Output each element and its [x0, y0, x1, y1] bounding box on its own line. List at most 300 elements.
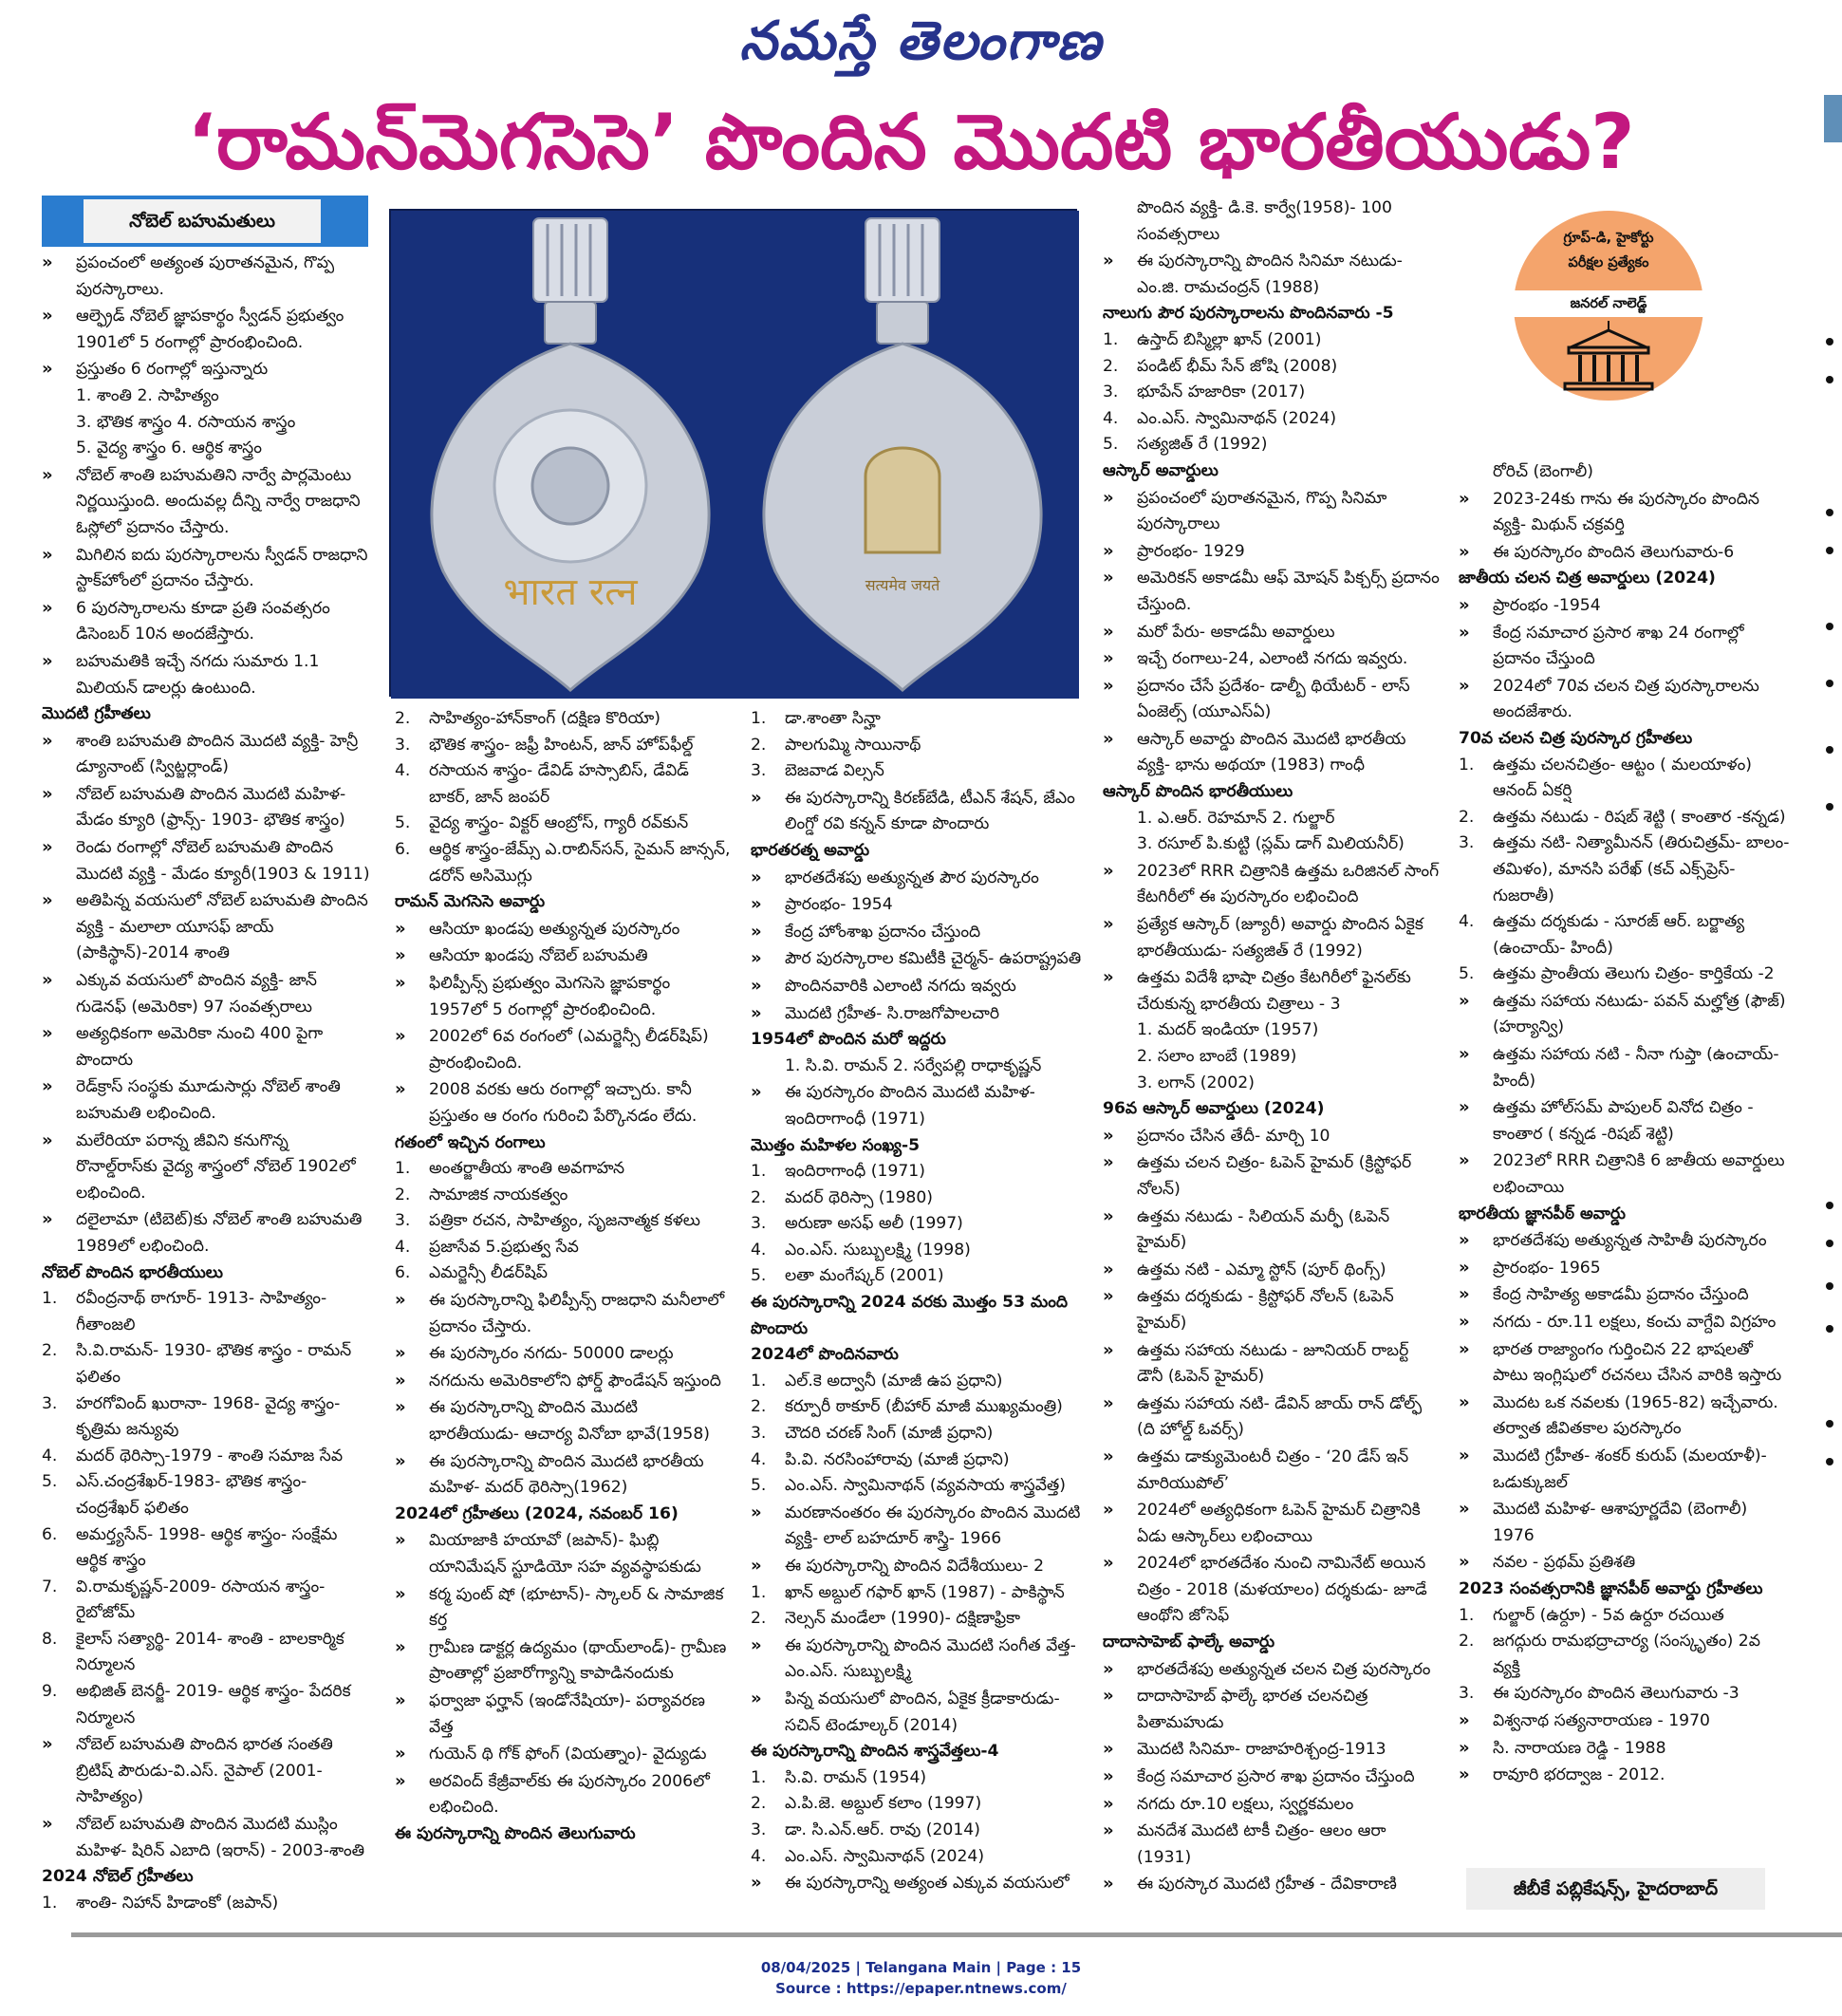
bullet-item: » కేంద్ర సాహిత్య అకాడమీ ప్రదానం చేస్తుంది	[1459, 1281, 1791, 1309]
plain-line: 3. లగాన్ (2002)	[1137, 1073, 1255, 1092]
item-number: 2.	[751, 1187, 767, 1207]
numbered-item	[751, 1765, 1085, 1792]
numbered-item	[395, 811, 732, 837]
numbered-item	[395, 758, 732, 811]
plain-line: పొందిన వ్యక్తి- డి.కె. కార్వే(1958)- 100 సంవత్సరాలు	[1137, 198, 1392, 244]
bharat-ratna-medal-photo	[389, 209, 1077, 697]
item-text: ఆర్థిక శాస్త్రం-జేమ్స్ ఎ.రాబిన్‌సన్, సైమన్ జాన్సన్, డరోన్ అసిమొగ్లు	[429, 839, 731, 886]
numbered-item	[1459, 805, 1791, 831]
item-text: ఎం.ఎస్. స్వామినాథన్ (వ్యవసాయ శాస్త్రవేత్త)	[785, 1476, 1067, 1496]
bullet-item: » నవల - ప్రథమ్ ప్రతిశతి	[1459, 1549, 1791, 1577]
bullet-item: » ఫర్వాజా ఫర్హాన్ (ఇండోనేషియా)- పర్యావరణ వేత్త	[395, 1688, 732, 1741]
item-number: 4.	[1459, 912, 1475, 932]
numbered-item	[751, 1263, 1085, 1290]
subheading: గతంలో ఇచ్చిన రంగాలు	[395, 1132, 546, 1152]
item-text: ఉత్తమ నటి- నిత్యామీనన్ (తిరుచిత్రమ్- బాలం- తమిళం), మానసి పరేఖ్ (కచ్ ఎక్స్‌ప్రెస్- గుజరాతీ)	[1493, 833, 1790, 905]
numbered-item	[1103, 380, 1440, 406]
bullet-item: » ఈ పురస్కారాన్ని పొందిన విదేశీయులు- 2	[751, 1553, 1085, 1580]
numbered-item	[1459, 1681, 1791, 1708]
bullet-item: » నోబెల్ బహుమతి పొందిన భారత సంతతి బ్రిటిష్ పౌరుడు-వి.ఎస్. నైపాల్ (2001-సాహిత్యం)	[42, 1731, 372, 1811]
bullet-item: » మొదటి గ్రహీత- శంకర్ కురుప్ (మలయాళీ)- ఒడుక్కుజల్	[1459, 1443, 1791, 1496]
bullet-item: » ప్రారంభం -1954	[1459, 592, 1791, 620]
numbered-item	[42, 1391, 372, 1444]
bullet-item: » పౌర పురస్కారాల కమిటీకి చైర్మన్- ఉపరాష్ట్రపతి	[751, 945, 1085, 973]
item-text: సత్యజిత్ రే (1992)	[1137, 435, 1268, 455]
subheading: భారతరత్న అవార్డు	[751, 840, 870, 860]
item-text: బెజవాడ విల్సన్	[785, 761, 884, 781]
numbered-item	[1103, 354, 1440, 381]
bullet-item: » నోబెల్ బహుమతి పొందిన మొదటి మహిళ- మేడం క్యూరి (ఫ్రాన్స్- 1903- భౌతిక శాస్త్రం)	[42, 781, 372, 834]
item-number: 1.	[42, 1893, 58, 1913]
item-text: లతా మంగేష్కర్ (2001)	[785, 1266, 944, 1286]
bullet-item: » ఉత్తమ డాక్యుమెంటరీ చిత్రం - ‘20 డేస్ ఇన్ మారియుపోల్’	[1103, 1444, 1440, 1497]
subheading: 96వ ఆస్కార్ అవార్డులు (2024)	[1103, 1099, 1325, 1119]
numbered-item	[395, 1156, 732, 1183]
numbered-item	[42, 1575, 372, 1627]
bullet-item: » భారతదేశపు అత్యున్నత పౌర పురస్కారం	[751, 865, 1085, 892]
numbered-item	[751, 758, 1085, 785]
item-number: 4.	[42, 1446, 58, 1465]
bullet-item: » ఉత్తమ సహాయ నటుడు - జూనియర్ రాబర్ట్ డౌనీ (ఓపెన్ హైమర్)	[1103, 1337, 1440, 1391]
bullet-item: » గుయెన్ థి గోక్ ఫోంగ్ (వియత్నాం)- వైద్యుడు	[395, 1741, 732, 1768]
item-text: ఎం.ఎస్. సుబ్బులక్ష్మి (1998)	[785, 1240, 971, 1260]
bullet-item: » ఈ పురస్కారాన్ని పొందిన మొదటి సంగీత వేత్త- ఎం.ఎస్. సుబ్బులక్ష్మి	[751, 1633, 1085, 1686]
item-text: పి.వి. నరసింహారావు (మాజీ ప్రధాని)	[785, 1449, 1010, 1469]
item-text: ఎల్.కె అద్వానీ (మాజీ ఉప ప్రధాని)	[785, 1371, 1003, 1391]
numbered-item	[751, 1606, 1085, 1633]
numbered-item	[1459, 753, 1791, 805]
subheading: మొత్తం మహిళల సంఖ్య-5	[751, 1135, 921, 1155]
bullet-item: » 2008 వరకు ఆరు రంగాల్లో ఇచ్చారు. కానీ ప్రస్తుతం ఆ రంగం గురించి పేర్కొనడం లేదు.	[395, 1076, 732, 1129]
section-banner	[42, 196, 368, 247]
bullet-item: » నోబెల్ బహుమతి పొందిన మొదటి ముస్లిం మహిళ- షిరిన్ ఎబాది (ఇరాన్) - 2003-శాంతి	[42, 1811, 372, 1864]
item-text: డా. సి.ఎన్.ఆర్. రావు (2014)	[785, 1820, 980, 1839]
column-nobel-prizes	[42, 250, 372, 1913]
item-text: పండిట్ భీమ్ సేన్ జోషి (2008)	[1137, 356, 1338, 376]
bullet-item: » 6 పురస్కారాలను కూడా ప్రతి సంవత్సరం డిసెంబర్ 10న అందజేస్తారు.	[42, 595, 372, 648]
numbered-item	[42, 1891, 372, 1917]
subheading: 1954లో పొందిన మరో ఇద్దరు	[751, 1030, 946, 1050]
subheading: నాలుగు పౌర పురస్కారాలను పొందినవారు -5	[1103, 304, 1394, 324]
item-text: మదర్ థెరిస్సా-1979 - శాంతి సమాజ సేవ	[76, 1446, 344, 1465]
bullet-item: » మిగిలిన ఐదు పురస్కారాలను స్వీడన్ రాజధాని స్టాక్‌హోంలో ప్రదానం చేస్తారు.	[42, 542, 372, 595]
bullet-item: » 2002లో 6వ రంగంలో (ఎమర్జెన్సీ లీడర్‌షిప్) ప్రారంభించింది.	[395, 1023, 732, 1076]
item-number: 3.	[42, 1393, 58, 1413]
item-text: అంతర్జాతీయ శాంతి అవగాహన	[429, 1159, 625, 1179]
numbered-item	[1459, 961, 1791, 988]
item-text: పాలగుమ్మి సాయినాథ్	[785, 735, 921, 755]
bullet-item: » రెండు రంగాల్లో నోబెల్ బహుమతి పొందిన మొదటి వ్యక్తి - మేడం క్యూరీ(1903 & 1911)	[42, 834, 372, 887]
bullet-item: » 2023-24కు గాను ఈ పురస్కారం పొందిన వ్యక్తి- మిథున్ చక్రవర్తి	[1459, 486, 1791, 539]
numbered-item	[395, 1183, 732, 1209]
bullet-item: » ఉత్తమ విదేశీ భాషా చిత్రం కేటగిరీలో ఫైనల్‌కు చేరుకున్న భారతీయ చిత్రాలు - 3	[1103, 964, 1440, 1017]
plain-line: 2. సలాం బాంబే (1989)	[1137, 1047, 1297, 1066]
numbered-item	[751, 1159, 1085, 1185]
adjacent-page-edge	[1820, 95, 1842, 1879]
bullet-item: » ఉత్తమ హోల్‌సమ్ పాపులర్ వినోద చిత్రం - కాంతార ( కన్నడ -రిషబ్ శెట్టి)	[1459, 1094, 1791, 1148]
bullet-item: » ఉత్తమ సహాయ నటుడు- పవన్ మల్హోత్ర (ఫౌజ్) (హర్యాన్వి)	[1459, 988, 1791, 1041]
item-number: 3.	[751, 761, 767, 781]
bullet-item: » అత్యధికంగా అమెరికా నుంచి 400 పైగా పొందారు	[42, 1020, 372, 1073]
bullet-item: » కేంద్ర సమాచార ప్రసార శాఖ 24 రంగాల్లో ప్రదానం చేస్తుంది	[1459, 620, 1791, 673]
adjacent-page-bullets	[1820, 95, 1842, 1879]
publisher-credit: జీబీకే పబ్లికేషన్స్, హైదరాబాద్	[1466, 1868, 1765, 1910]
bullet-item: » అమెరికన్ అకాడమీ ఆఫ్ మోషన్ పిక్చర్స్ ప్రదానం చేస్తుంది.	[1103, 565, 1440, 618]
plain-line: రోరిచ్ (బెంగాలీ)	[1493, 462, 1593, 481]
bullet-item: » నగదు - రూ.11 లక్షలు, కంచు వాగ్దేవి విగ్రహం	[1459, 1309, 1791, 1336]
subheading: ఈ పురస్కారాన్ని పొందిన శాస్త్రవేత్తలు-4	[751, 1742, 999, 1762]
subheading: 2024లో గ్రహీతలు (2024, నవంబర్ 16)	[395, 1503, 679, 1523]
item-number: 3.	[395, 735, 411, 755]
bullet-item: » భారతదేశపు అత్యున్నత చలన చిత్ర పురస్కారం	[1103, 1656, 1440, 1684]
subheading: ఈ పురస్కారాన్ని 2024 వరకు మొత్తం 53 మంది పొందారు	[751, 1293, 1069, 1338]
item-number: 5.	[1103, 435, 1119, 455]
item-number: 3.	[1103, 383, 1119, 402]
subheading: మొదటి గ్రహీతలు	[42, 704, 151, 724]
item-text: అభిజిత్ బెనర్జీ- 2019- ఆర్థిక శాస్త్రం- పేదరిక నిర్మూలన	[76, 1682, 351, 1727]
plain-line: 3. భౌతిక శాస్త్రం 4. రసాయన శాస్త్రం	[76, 412, 296, 432]
bullet-item: » కేంద్ర హోంశాఖ ప్రదానం చేస్తుంది	[751, 919, 1085, 946]
numbered-item	[42, 1444, 372, 1470]
numbered-item	[1459, 909, 1791, 961]
item-number: 4.	[751, 1846, 767, 1866]
bullet-item: » ప్రదానం చేసిన తేదీ- మార్చి 10	[1103, 1123, 1440, 1150]
item-number: 5.	[751, 1476, 767, 1496]
subheading: ఆస్కార్ పొందిన భారతీయులు	[1103, 782, 1293, 802]
bullet-item: » ఎక్కువ వయసులో పొందిన వ్యక్తి- జాన్ గుడెనఫ్ (అమెరికా) 97 సంవత్సరాలు	[42, 967, 372, 1020]
bullet-item: » ఇచ్చే రంగాలు-24, ఎలాంటి నగదు ఇవ్వరు.	[1103, 645, 1440, 673]
numbered-item	[751, 733, 1085, 759]
bullet-item: » 2024లో అత్యధికంగా ఓపెన్ హైమర్ చిత్రానికి ఏడు ఆస్కార్‌లు లభించాయి	[1103, 1497, 1440, 1550]
item-number: 1.	[1103, 329, 1119, 349]
bullet-item: » ఉత్తమ చలన చిత్రం- ఓపెన్ హైమర్ (క్రిస్టోఫర్ నోలన్)	[1103, 1149, 1440, 1203]
item-number: 1.	[751, 1162, 767, 1182]
item-text: జగద్గురు రామభద్రాచార్య (సంస్కృతం) 2వ వ్యక్తి	[1493, 1632, 1760, 1677]
numbered-item	[751, 1421, 1085, 1447]
item-text: సామాజిక నాయకత్వం	[429, 1185, 568, 1204]
bullet-item: » ఉత్తమ సహాయ నటి - నీనా గుప్తా (ఉంచాయ్-హిందీ)	[1459, 1041, 1791, 1094]
bullet-item: » ఈ పురస్కారాన్ని పొందిన మొదటి భారతీయుడు- ఆచార్య వినోబా భావే(1958)	[395, 1394, 732, 1447]
numbered-item	[395, 733, 732, 759]
item-number: 4.	[751, 1240, 767, 1260]
bullet-item: » ప్రారంభం- 1965	[1459, 1255, 1791, 1282]
bullet-item: » ప్రపంచంలో పురాతనమైన, గొప్ప సినిమా పురస్కారాలు	[1103, 485, 1440, 538]
item-number: 2.	[42, 1341, 58, 1361]
badge-line-1: గ్రూప్-డి, హైకోర్టు	[1563, 231, 1654, 246]
item-text: ఎ.పి.జె. అబ్దుల్ కలాం (1997)	[785, 1794, 982, 1814]
bullet-item: » మొదటి మహిళ- ఆశాపూర్ణదేవి (బెంగాలీ) 1976	[1459, 1496, 1791, 1549]
item-number: 5.	[395, 813, 411, 833]
numbered-item	[1459, 1603, 1791, 1630]
item-number: 2.	[395, 1185, 411, 1204]
bullet-item: » శాంతి బహుమతి పొందిన మొదటి వ్యక్తి- హెన్రీ డ్యూనాంట్ (స్విట్జర్లాండ్)	[42, 728, 372, 781]
bullet-item: » గ్రామీణ డాక్టర్ల ఉద్యమం (థాయ్‌లాండ్)- గ్రామీణ ప్రాంతాల్లో ప్రజారోగ్యాన్ని కాపాడినందుకు	[395, 1634, 732, 1688]
bullet-item: » ఉత్తమ దర్శకుడు - క్రిస్టోఫర్ నోలన్ (ఓపెన్ హైమర్)	[1103, 1283, 1440, 1336]
bullet-item: » అతిపిన్న వయసులో నోబెల్ బహుమతి పొందిన వ్యక్తి - మలాలా యూసఫ్ జాయ్ (పాకిస్థాన్)-2014 శాంతి	[42, 887, 372, 967]
bullet-item: » నోబెల్ శాంతి బహుమతిని నార్వే పార్లమెంటు నిర్ణయిస్తుంది. అందువల్ల దీన్ని నార్వే రాజధాని ఓస్లోలో ప్రదానం చేస్తారు.	[42, 462, 372, 542]
subheading: ఆస్కార్ అవార్డులు	[1103, 460, 1219, 480]
item-number: 5.	[751, 1266, 767, 1286]
item-number: 4.	[395, 761, 411, 781]
numbered-item	[42, 1286, 372, 1338]
item-number: 5.	[42, 1472, 58, 1492]
bullet-item: » మొదటి సినిమా- రాజాహరిశ్చంద్ర-1913	[1103, 1736, 1440, 1764]
item-text: ఉత్తమ దర్శకుడు - సూరజ్ ఆర్. బర్జాత్య (ఉంచాయ్- హిందీ)	[1493, 912, 1745, 958]
subheading: 2024లో పొందినవారు	[751, 1345, 899, 1365]
item-text: ఉత్తమ చలనచిత్రం- ఆట్టం ( మలయాళం) ఆనంద్ ఏకర్షి	[1493, 755, 1752, 801]
plain-line: 3. రసూల్ పి.కుట్టి (స్లమ్ డాగ్ మిలియనీర్)	[1137, 834, 1405, 854]
item-text: మదర్ థెరిస్సా (1980)	[785, 1187, 933, 1207]
numbered-item	[751, 1580, 1085, 1607]
bullet-item: » ఉత్తమ నటి - ఎమ్మా స్టోన్ (పూర్ థింగ్స్)	[1103, 1257, 1440, 1284]
column-bharat-ratna	[751, 706, 1085, 1893]
item-text: డా.శాంతా సిన్హా	[785, 709, 881, 728]
item-text: ఉత్తమ ప్రాంతీయ తెలుగు చిత్రం- కార్తికేయ -2	[1493, 964, 1775, 984]
plain-line: 1. శాంతి 2. సాహిత్యం	[76, 385, 219, 405]
subheading: ఈ పురస్కారాన్ని పొందిన తెలుగువారు	[395, 1823, 636, 1843]
bullet-item: » నగదును అమెరికాలోని ఫోర్డ్ ఫౌండేషన్ ఇస్తుంది	[395, 1368, 732, 1395]
item-text: కైలాస్ సత్యార్థి- 2014- శాంతి - బాలకార్మిక నిర్మూలన	[76, 1629, 344, 1675]
item-number: 2.	[751, 1794, 767, 1814]
bullet-item: » 2023లో RRR చిత్రానికి 6 జాతీయ అవార్డులు లభించాయి	[1459, 1148, 1791, 1201]
subheading: దాదాసాహెబ్ ఫాల్కే అవార్డు	[1103, 1633, 1275, 1652]
bullet-item: » భారత రాజ్యాంగం గుర్తించిన 22 భాషలతో పాటు ఇంగ్లిషులో రచనలు చేసిన వారికి ఇస్తారు	[1459, 1336, 1791, 1390]
bullet-item: » ప్రపంచంలో అత్యంత పురాతనమైన, గొప్ప పురస్కారాలు.	[42, 250, 372, 303]
bullet-item: » ఆస్కార్ అవార్డు పొందిన మొదటి భారతీయ వ్యక్తి- భాను అథయా (1983) గాంధీ	[1103, 726, 1440, 779]
item-text: వైద్య శాస్త్రం- విక్టర్ ఆంబ్రోస్, గ్యారీ రవ్‌కున్	[429, 813, 689, 833]
numbered-item	[751, 706, 1085, 733]
medal-inscription-left: भारत रत्न	[503, 570, 638, 614]
bullet-item: » ఈ పురస్కారం పొందిన మొదటి మహిళ- ఇందిరాగాంధీ (1971)	[751, 1079, 1085, 1132]
bullet-item: » ఉత్తమ నటుడు - సిలియన్ మర్ఫీ (ఓపెన్ హైమర్)	[1103, 1204, 1440, 1257]
bullet-item: » ప్రస్తుతం 6 రంగాల్లో ఇస్తున్నారు	[42, 356, 372, 383]
item-text: గుల్జార్ (ఉర్దూ) - 5వ ఉర్దూ రచయిత	[1493, 1605, 1724, 1625]
medal-inscription-right: सत्यमेव जयते	[865, 576, 940, 594]
item-number: 1.	[751, 1371, 767, 1391]
column-national-film-awards	[1459, 459, 1791, 1845]
item-number: 7.	[42, 1577, 58, 1596]
page-headline: ‘రామన్‌మెగసెసె’ పొందిన మొదటి భారతీయుడు?	[187, 98, 1635, 186]
numbered-item	[42, 1338, 372, 1391]
item-text: చౌదరి చరణ్ సింగ్ (మాజీ ప్రధాని)	[785, 1424, 994, 1444]
item-number: 9.	[42, 1682, 58, 1702]
bullet-item: » మలేరియా పరాన్న జీవిని కనుగొన్న రొనాల్డ్‌రాస్‌కు వైద్య శాస్త్రంలో నోబెల్ 1902లో లభించింది.	[42, 1128, 372, 1207]
subheading: జాతీయ చలన చిత్ర అవార్డులు (2024)	[1459, 569, 1716, 588]
item-number: 2.	[751, 1609, 767, 1629]
item-number: 3.	[751, 1214, 767, 1234]
footer-source-line: Source : https://epaper.ntnews.com/	[775, 1980, 1067, 1997]
footer-divider	[71, 1932, 1842, 1937]
bullet-item: » ఈ పురస్కారాన్ని పొందిన సినిమా నటుడు- ఎం.జి. రామచంద్రన్ (1988)	[1103, 248, 1440, 301]
numbered-item	[42, 1627, 372, 1679]
subheading: 2024 నోబెల్ గ్రహీతలు	[42, 1867, 194, 1887]
numbered-item	[751, 1211, 1085, 1238]
item-number: 2.	[751, 1397, 767, 1417]
item-number: 4.	[1103, 408, 1119, 428]
bullet-item: » 2023లో RRR చిత్రానికి ఉత్తమ ఒరిజినల్ సాంగ్ కేటగిరీలో ఈ పురస్కారం లభించింది	[1103, 858, 1440, 911]
numbered-item	[751, 1447, 1085, 1474]
bullet-item: » రావూరి భరద్వాజ - 2012.	[1459, 1762, 1791, 1789]
column-magsaysay-award	[395, 706, 732, 1893]
item-number: 2.	[751, 735, 767, 755]
bullet-item: » ఈ పురస్కారం పొందిన తెలుగువారు-6	[1459, 539, 1791, 567]
numbered-item	[751, 1791, 1085, 1818]
item-number: 8.	[42, 1629, 58, 1649]
bullet-item: » సి. నారాయణ రెడ్డి - 1988	[1459, 1735, 1791, 1763]
bullet-item: » దలైలామా (టిబెట్)కు నోబెల్ శాంతి బహుమతి 1989లో లభించింది.	[42, 1206, 372, 1260]
bullet-item: » ఈ పురస్కారాన్ని ఫిలిప్పీన్స్ రాజధాని మనీలాలో ప్రదానం చేస్తారు.	[395, 1287, 732, 1340]
bullet-item: » ఈ పురస్కార మొదటి గ్రహీత - దేవికారాణి	[1103, 1871, 1440, 1898]
item-number: 4.	[395, 1237, 411, 1257]
item-text: సాహిత్యం-హాన్‌కాంగ్ (దక్షిణ కొరియా)	[429, 709, 661, 728]
bullet-item: » ఆల్ఫ్రెడ్ నోబెల్ జ్ఞాపకార్థం స్వీడన్ ప్రభుత్వం 1901లో 5 రంగాల్లో ప్రారంభించింది.	[42, 303, 372, 356]
bullet-item: » 2024లో భారతదేశం నుంచి నామినేట్ అయిన చిత్రం - 2018 (మళయాలం) దర్శకుడు- జూడే ఆంథోని జోసెఫ్	[1103, 1550, 1440, 1630]
item-text: సి.వి. రామన్ (1954)	[785, 1767, 927, 1787]
item-number: 1.	[1459, 755, 1475, 775]
bullet-item: » ఈ పురస్కారాన్ని కిరణ్‌బేడి, టీఎన్ శేషన్, జేఎం లింగ్డో రవి కన్నన్ కూడా పొందారు	[751, 785, 1085, 838]
numbered-item	[751, 1473, 1085, 1500]
item-text: ప్రజాసేవ 5.ప్రభుత్వ సేవ	[429, 1237, 579, 1257]
bullet-item: » మియాజాకి హయావో (జపాన్)- ఘిబ్లి యానిమేషన్ స్టూడియో సహ వ్యవస్థాపకుడు	[395, 1527, 732, 1580]
item-text: కర్పూరీ ఠాకూర్ (బీహార్ మాజీ ముఖ్యమంత్రి)	[785, 1397, 1063, 1417]
item-text: అమర్త్యసేన్- 1998- ఆర్థిక శాస్త్రం- సంక్షేమ ఆర్థిక శాస్త్రం	[76, 1524, 338, 1571]
item-number: 1.	[751, 1767, 767, 1787]
subheading: రామన్ మెగసెసె అవార్డు	[395, 892, 546, 912]
plain-line: 5. వైద్య శాస్త్రం 6. ఆర్థిక శాస్త్రం	[76, 439, 262, 458]
bullet-item: » దాదాసాహెబ్ ఫాల్కే భారత చలనచిత్ర పితామహుడు	[1103, 1683, 1440, 1736]
plain-line: 1. ఎ.ఆర్. రెహమాన్ 2. గుల్జార్	[1137, 808, 1335, 828]
bullet-item: » కర్మ పుంట్ షో (భూటాన్)- స్కాలర్ & సామాజిక కర్త	[395, 1581, 732, 1634]
bullet-item: » ఆసియా ఖండపు అత్యున్నత పురస్కారం	[395, 916, 732, 943]
bullet-item: » ప్రారంభం- 1929	[1103, 538, 1440, 566]
bullet-item: » విశ్వనాథ సత్యనారాయణ - 1970	[1459, 1708, 1791, 1735]
item-number: 3.	[1459, 1684, 1475, 1704]
footer	[0, 1957, 1842, 1999]
item-number: 1.	[1459, 1605, 1475, 1625]
bullet-item: » బహుమతికి ఇచ్చే నగదు సుమారు 1.1 మిలియన్ డాలర్లు ఉంటుంది.	[42, 648, 372, 701]
bullet-item: » 2024లో 70వ చలన చిత్ర పురస్కారాలను అందజేశారు.	[1459, 673, 1791, 726]
numbered-item	[42, 1469, 372, 1521]
bullet-item: » ఈ పురస్కారం నగదు- 50000 డాలర్లు	[395, 1340, 732, 1368]
item-text: శాంతి- నిహాన్ హిడాంకో (జపాన్)	[76, 1893, 279, 1913]
item-text: హరగోవింద్ ఖురానా- 1968- వైద్య శాస్త్రం- కృత్రిమ జన్యువు	[76, 1393, 341, 1440]
footer-edition-line: 08/04/2025 | Telangana Main | Page : 15	[760, 1959, 1082, 1976]
bullet-item: » మరణానంతరం ఈ పురస్కారం పొందిన మొదటి వ్యక్తి- లాల్ బహదూర్ శాస్త్రి- 1966	[751, 1500, 1085, 1553]
bullet-item: » ప్రారంభం- 1954	[751, 891, 1085, 919]
numbered-item	[42, 1522, 372, 1575]
item-text: ఖాన్ అబ్దుల్ గఫార్ ఖాన్ (1987) - పాకిస్థాన్	[785, 1582, 1065, 1602]
item-text: పత్రికా రచన, సాహిత్యం, సృజనాత్మక కళలు	[429, 1211, 700, 1231]
bullet-item: » ఉత్తమ సహాయ నటి- డేవిన్ జాయ్ రాన్ డోల్ఫ్ (ది హోల్డ్ ఓవర్స్)	[1103, 1391, 1440, 1444]
bullet-item: » ఫిలిప్పీన్స్ ప్రభుత్వం మెగసెసె జ్ఞాపకార్థం 1957లో 5 రంగాల్లో ప్రారంభించింది.	[395, 970, 732, 1023]
bullet-item: » మనదేశ మొదటి టాకీ చిత్రం- ఆలం ఆరా (1931)	[1103, 1818, 1440, 1871]
numbered-item	[1459, 831, 1791, 909]
item-text: భౌతిక శాస్త్రం- జఫ్రీ హింటన్, జాన్ హోప్‌ఫీల్డ్	[429, 735, 694, 755]
medal-illustration	[391, 211, 1079, 699]
numbered-item	[42, 1679, 372, 1731]
item-text: ఎస్.చంద్రశేఖర్-1983- భౌతిక శాస్త్రం- చంద్రశేఖర్ ఫలితం	[76, 1472, 307, 1518]
item-text: ఎమర్జెన్సీ లీడర్‌షిప్	[429, 1263, 549, 1283]
bullet-item: » భారతదేశపు అత్యున్నత సాహితీ పురస్కారం	[1459, 1227, 1791, 1255]
subheading: 70వ చలన చిత్ర పురస్కార గ్రహీతలు	[1459, 728, 1693, 748]
item-text: అరుణా అసఫ్ అలీ (1997)	[785, 1214, 963, 1234]
section-banner-label: నోబెల్ బహుమతులు	[84, 199, 321, 243]
group-d-badge	[1514, 211, 1703, 401]
bullet-item: » మరో పేరు- అకాడమీ అవార్డులు	[1103, 619, 1440, 646]
bullet-item: » ప్రత్యేక ఆస్కార్ (జ్యూరీ) అవార్డు పొందిన ఏకైక భారతీయుడు- సత్యజిత్ రే (1992)	[1103, 911, 1440, 964]
bullet-item: » పొందినవారికి ఎలాంటి నగదు ఇవ్వరు	[751, 973, 1085, 1000]
item-number: 6.	[395, 839, 411, 859]
item-number: 3.	[751, 1424, 767, 1444]
item-number: 3.	[751, 1820, 767, 1839]
item-text: సి.వి.రామన్- 1930- భౌతిక శాస్త్రం - రామన్ ఫలితం	[76, 1341, 352, 1387]
item-number: 3.	[395, 1211, 411, 1231]
bullet-item: » మొదట ఒక నవలకు (1965-82) ఇచ్చేవారు. తర్వాత జీవితకాల పురస్కారం	[1459, 1390, 1791, 1443]
item-text: రవీంద్రనాథ్ ఠాగూర్- 1913- సాహిత్యం- గీతాంజలి	[76, 1289, 327, 1335]
item-text: ఎం.ఎస్. స్వామినాథన్ (2024)	[785, 1846, 985, 1866]
item-number: 6.	[395, 1263, 411, 1283]
item-number: 6.	[42, 1524, 58, 1544]
numbered-item	[395, 1208, 732, 1235]
plain-line: 1. మదర్ ఇండియా (1957)	[1137, 1020, 1319, 1040]
numbered-item	[751, 1818, 1085, 1844]
numbered-item	[1103, 432, 1440, 458]
masthead-logo: నమస్తే తెలంగాణ	[739, 9, 1103, 72]
item-text: ఇందిరాగాంధీ (1971)	[785, 1162, 925, 1182]
item-text: వి.రామకృష్ణన్-2009- రసాయన శాస్త్రం- రైబోజోమ్	[76, 1577, 326, 1623]
bullet-item: » ఆసియా ఖండపు నోబెల్ బహుమతి	[395, 943, 732, 970]
bullet-item: » కేంద్ర సమాచార ప్రసార శాఖ ప్రదానం చేస్తుంది	[1103, 1764, 1440, 1791]
numbered-item	[395, 1235, 732, 1261]
item-number: 2.	[395, 709, 411, 728]
item-text: ఈ పురస్కారం పొందిన తెలుగువారు -3	[1493, 1684, 1740, 1704]
bullet-item: » అరవింద్ కేజ్రీవాల్‌కు ఈ పురస్కారం 2006లో లభించింది.	[395, 1768, 732, 1821]
bullet-item: » నగదు రూ.10 లక్షలు, స్వర్ణకమలం	[1103, 1791, 1440, 1819]
numbered-item	[751, 1394, 1085, 1421]
bullet-item: » ఈ పురస్కారాన్ని పొందిన మొదటి భారతీయ మహిళ- మదర్ థెరిస్సా(1962)	[395, 1448, 732, 1502]
numbered-item	[1103, 406, 1440, 433]
item-number: 2.	[1103, 356, 1119, 376]
item-number: 1.	[42, 1289, 58, 1309]
plain-line: 1. సి.వి. రామన్ 2. సర్వేపల్లి రాధాకృష్ణన్	[785, 1055, 1042, 1075]
bullet-item: » ఈ పురస్కారాన్ని అత్యంత ఎక్కువ వయసులో	[751, 1870, 1085, 1897]
bullet-item: » ప్రదానం చేసే ప్రదేశం- డాల్బీ థియేటర్ - లాస్ ఏంజెల్స్ (యూఎస్ఏ)	[1103, 673, 1440, 726]
item-number: 5.	[1459, 964, 1475, 984]
bullet-item: » మొదటి గ్రహీత- సి.రాజగోపాలచారి	[751, 1000, 1085, 1028]
item-number: 3.	[1459, 833, 1475, 853]
column-oscar-awards	[1103, 196, 1440, 1893]
subheading: 2023 సంవత్సరానికి జ్ఞానపీఠ్ అవార్డు గ్రహీతలు	[1459, 1578, 1763, 1598]
bullet-item: » రెడ్‌క్రాస్ సంస్థకు మూడుసార్లు నోబెల్ శాంతి బహుమతి లభించింది.	[42, 1073, 372, 1127]
item-text: భూపేన్ హజారికా (2017)	[1137, 383, 1306, 402]
numbered-item	[751, 1369, 1085, 1395]
item-text: నెల్సన్ మండేలా (1990)- దక్షిణాఫ్రికా	[785, 1609, 1021, 1629]
item-number: 2.	[1459, 1632, 1475, 1652]
item-text: ఉత్తమ నటుడు - రిషబ్ శెట్టి ( కాంతార -కన్నడ)	[1493, 807, 1786, 827]
numbered-item	[751, 1238, 1085, 1264]
numbered-item	[395, 837, 732, 889]
bullet-item: » పిన్న వయసులో పొందిన, ఏకైక క్రీడాకారుడు- సచిన్ టెండూల్కర్ (2014)	[751, 1686, 1085, 1739]
item-number: 1.	[751, 709, 767, 728]
item-number: 2.	[1459, 807, 1475, 827]
numbered-item	[395, 1260, 732, 1287]
building-icon	[1561, 327, 1656, 393]
numbered-item	[751, 1844, 1085, 1871]
numbered-item	[751, 1185, 1085, 1212]
item-text: ఎం.ఎస్. స్వామినాథన్ (2024)	[1137, 408, 1337, 428]
numbered-item	[1103, 327, 1440, 354]
numbered-item	[1459, 1629, 1791, 1681]
